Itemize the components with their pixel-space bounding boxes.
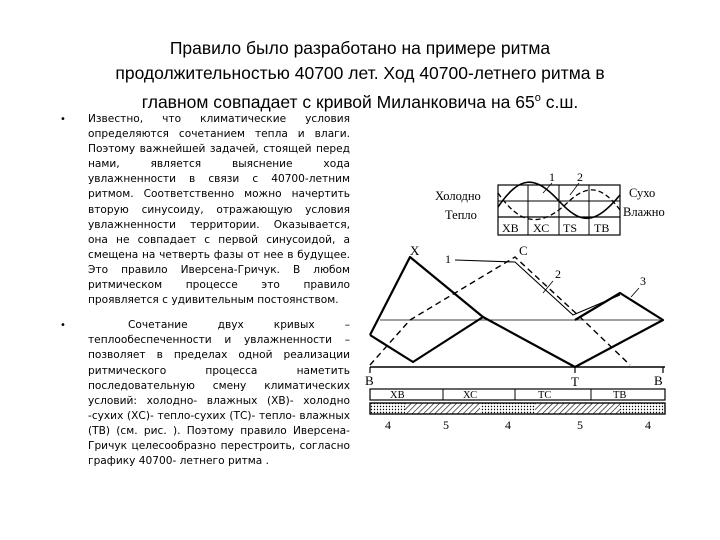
label-t: T (571, 374, 579, 389)
leader-line (631, 288, 639, 297)
bullet-list (58, 112, 350, 469)
label-warm: Тепло (445, 208, 477, 222)
segment-number: 5 (577, 418, 583, 432)
phase-ts: ТС (538, 390, 552, 401)
title-line-1: Правило было разработано на примере ритма (169, 38, 551, 58)
main-curve-label-1: 1 (445, 252, 451, 266)
title-line-3-end: с.ш. (540, 91, 579, 112)
bullet-marker: • (60, 114, 66, 125)
inset-curve-label-2: 2 (577, 170, 583, 184)
inset-diagram (435, 170, 665, 235)
segment-number: 4 (385, 418, 391, 432)
segment-number: 4 (645, 418, 651, 432)
segment-number: 5 (443, 418, 449, 432)
segment-hatched (535, 403, 620, 414)
phase-xv: ХВ (390, 390, 405, 401)
label-wet: Влажно (623, 205, 665, 219)
label-c: C (519, 243, 528, 258)
phase-bar (370, 389, 665, 432)
label-cold: Холодно (435, 189, 481, 203)
main-curve-label-3: 3 (640, 274, 646, 288)
title-line-3-text: главном совпадает с кривой Миланковича на 65 (141, 91, 535, 112)
paragraph-2-text: Сочетание двух кривых – теплообеспеченности и увлажненности – позволяет в пределах одной реализации ритмического процесса наметить последовательную смену климатических условий: холодно- влажных (ХВ)- холодно -сухих (ХС)- тепло-сухих (ТС)- тепло- влажных (ТВ) (см. рис. ). Поэтому правило Иверсена-Гричук целесообразно перестроить, согласно графику 40700- летнего ритма . (88, 319, 350, 468)
phase-xs: ХС (463, 390, 478, 401)
label-x: X (410, 243, 420, 258)
segment-hatched (405, 403, 480, 414)
main-curve-label-2: 2 (555, 267, 561, 281)
slide-title (60, 36, 660, 115)
label-b-right: B (654, 373, 663, 388)
phase-tv: ТВ (613, 390, 627, 401)
segment-dotted (370, 403, 405, 414)
inset-cell-xs: ХС (533, 221, 550, 235)
title-line-3 (60, 86, 660, 115)
inset-cell-tv: ТВ (594, 221, 610, 235)
rhythm-diagram (355, 165, 675, 440)
segment-dotted (620, 403, 665, 414)
inset-curve-label-1: 1 (549, 170, 555, 184)
segment-dotted (480, 403, 535, 414)
inset-cell-ts: ТS (563, 221, 578, 235)
bullet-paragraph-1 (58, 112, 350, 308)
degree-sup: о (534, 92, 541, 104)
main-diagram (365, 243, 665, 389)
label-b-left: B (365, 373, 374, 388)
label-dry: Сухо (629, 186, 656, 200)
inset-cell-xv: ХВ (502, 221, 519, 235)
main-curve-1-right (483, 293, 663, 367)
bullet-marker: • (60, 320, 66, 332)
segment-number: 4 (505, 418, 511, 432)
bullet-paragraph-2 (58, 318, 350, 469)
paragraph-1-text: Известно, что климатические условия определяются сочетанием тепла и влаги. Поэтому важнейшей задачей, стоящей перед нами, является выяснение хода увлажненности в связи с 40700-летним ритмом. Соответственно можно начертить вторую синусоиду, отражающую условия увлажненности территории. Оказывается, она не совпадает с первой синусоидой, а смещена на четверть фазы от нее в будущее. Это правило Иверсена-Гричук. В любом ритмическом процессе это правило проявляется с удивительным постоянством. (88, 113, 350, 307)
title-line-2: продолжительностью 40700 лет. Ход 40700-летнего ритма в (115, 63, 605, 83)
